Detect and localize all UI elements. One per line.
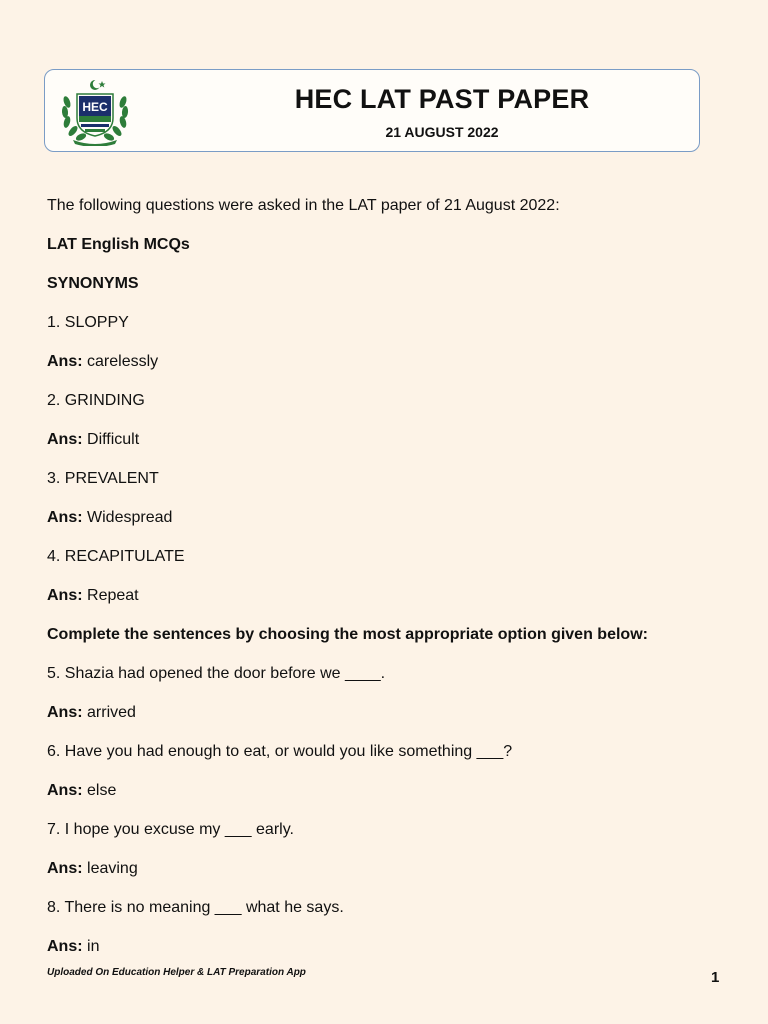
ans-label: Ans: [47, 860, 83, 877]
question-8: 8. There is no meaning ___ what he says. [47, 899, 344, 916]
synonyms-heading: SYNONYMS [47, 275, 139, 292]
question-7: 7. I hope you excuse my ___ early. [47, 821, 294, 838]
answer-text: leaving [82, 860, 138, 877]
page-number: 1 [711, 969, 720, 986]
question-1: 1. SLOPPY [47, 314, 129, 331]
footer-note: Uploaded On Education Helper & LAT Preparation App [47, 967, 306, 978]
answer-text: in [82, 938, 100, 955]
logo-text: HEC [82, 100, 108, 114]
answer-text: Widespread [82, 509, 173, 526]
ans-label: Ans: [47, 431, 83, 448]
paper-date: 21 AUGUST 2022 [385, 124, 499, 140]
answer-6 [47, 781, 737, 800]
ans-label: Ans: [47, 509, 83, 526]
question-4: 4. RECAPITULATE [47, 548, 185, 565]
ans-label: Ans: [47, 353, 83, 370]
answer-2 [47, 430, 737, 449]
answer-text: arrived [82, 704, 136, 721]
ans-label: Ans: [47, 704, 83, 721]
answer-1 [47, 352, 737, 371]
answer-7 [47, 859, 737, 878]
sentences-heading: Complete the sentences by choosing the most appropriate option given below: [47, 626, 648, 643]
answer-4 [47, 586, 737, 605]
answer-3 [47, 508, 737, 527]
document-body [47, 196, 737, 976]
section-title: LAT English MCQs [47, 236, 190, 253]
question-6: 6. Have you had enough to eat, or would you like something ___? [47, 743, 513, 760]
answer-5 [47, 703, 737, 722]
answer-8 [47, 937, 737, 956]
question-3: 3. PREVALENT [47, 470, 159, 487]
question-5: 5. Shazia had opened the door before we ____. [47, 665, 386, 682]
page-title: HEC LAT PAST PAPER [294, 84, 590, 114]
ans-label: Ans: [47, 587, 83, 604]
answer-text: Difficult [82, 431, 140, 448]
ans-label: Ans: [47, 782, 83, 799]
answer-text: Repeat [82, 587, 139, 604]
answer-text: else [82, 782, 117, 799]
hec-logo [59, 78, 131, 146]
header-box [44, 69, 700, 152]
question-2: 2. GRINDING [47, 392, 145, 409]
answer-text: carelessly [82, 353, 159, 370]
ans-label: Ans: [47, 938, 83, 955]
intro-text: The following questions were asked in the LAT paper of 21 August 2022: [47, 197, 560, 214]
